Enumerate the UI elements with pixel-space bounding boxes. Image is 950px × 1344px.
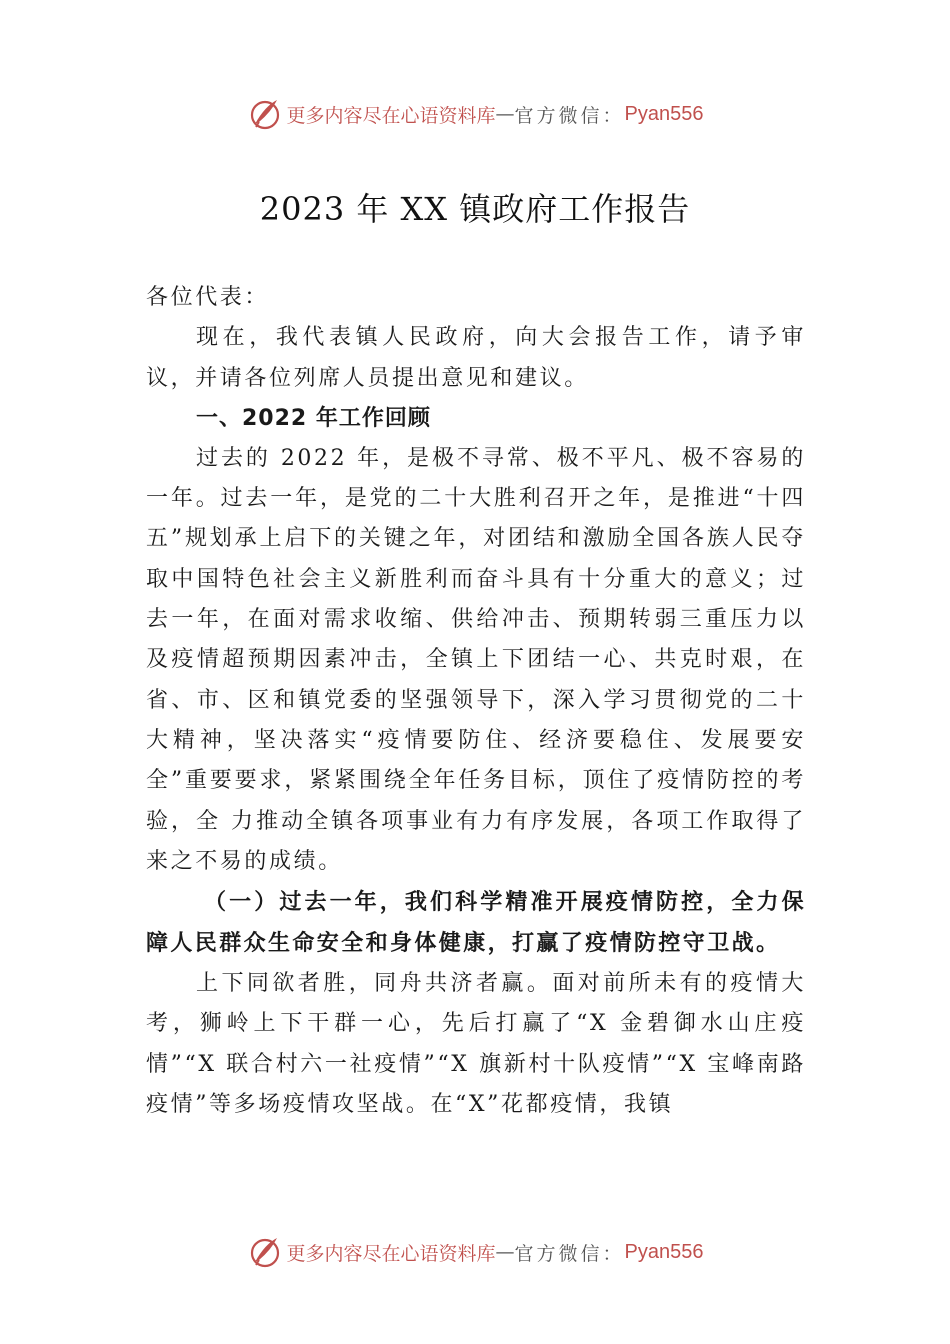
intro-paragraph: 现在，我代表镇人民政府，向大会报告工作，请予审议，并请各位列席人员提出意见和建议。 bbox=[146, 325, 806, 391]
watermark-text: 更多内容尽在心语资料库 bbox=[286, 104, 496, 127]
watermark-wechat-id: Pyan556 bbox=[624, 1240, 704, 1263]
review-paragraph: 过去的 2022 年，是极不寻常、极不平凡、极不容易的一年。过去一年，是党的二十大胜利召开之年，是推进“十四五”规划承上启下的关键之年，对团结和激励全国各族人民夺取中国特色社会主义新胜利而奋斗具有十分重大的意义；过去一年，在面对需求收缩、供给冲击、预期转弱三重压力以及疫情超预期因素冲击，全镇上下团结一心、共克时艰，在省、市、区和镇党委的坚强领导下，深入学习贯彻党的二十大精神，坚决落实“疫情要防住、经济要稳住、发展要安全”重要要求，紧紧围绕全年任务目标，顶住了疫情防控的考验，全 力推动全镇各项事业有力有序发展，各项工作取得了来之不易的成绩。 bbox=[146, 445, 806, 874]
watermark-wechat-label: 官方微信： bbox=[514, 1242, 625, 1265]
watermark-separator: — bbox=[495, 1241, 515, 1263]
quill-seal-icon bbox=[247, 1234, 283, 1270]
watermark-wechat-label: 官方微信： bbox=[514, 104, 625, 127]
watermark-separator: — bbox=[495, 103, 515, 125]
epidemic-paragraph: 上下同欲者胜，同舟共济者赢。面对前所未有的疫情大考，狮岭上下干群一心，先后打赢了“X 金碧御水山庄疫情”“X 联合村六一社疫情”“X 旗新村十队疫情”“X 宝峰南路疫情”等多场疫情攻坚战。在“X”花都疫情，我镇 bbox=[146, 971, 806, 1118]
watermark-text: 更多内容尽在心语资料库 bbox=[286, 1242, 496, 1265]
watermark-header bbox=[0, 94, 950, 134]
document-title: 2023 年 XX 镇政府工作报告 bbox=[259, 190, 691, 228]
watermark-footer bbox=[0, 1232, 950, 1272]
watermark-wechat-id: Pyan556 bbox=[624, 102, 704, 125]
section-heading: 一、2022 年工作回顾 bbox=[196, 405, 431, 431]
quill-seal-icon bbox=[247, 96, 283, 132]
document-body bbox=[146, 278, 806, 1125]
salutation: 各位代表： bbox=[146, 285, 270, 310]
subsection-heading: （一）过去一年，我们科学精准开展疫情防控，全力保障人民群众生命安全和身体健康，打赢了疫情防控守卫战。 bbox=[146, 889, 806, 957]
